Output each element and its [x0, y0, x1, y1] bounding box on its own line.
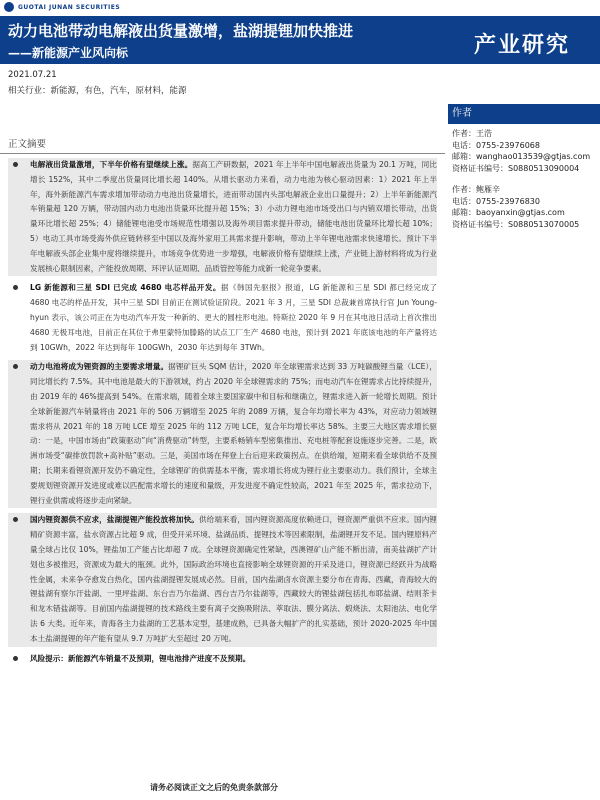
bullet-lead: 国内锂资源供不应求，盐湖提锂产能投放将加快。: [30, 515, 199, 525]
bullet-lead: LG 新能源和三星 SDI 已完成 4680 电芯样品开发。: [30, 283, 221, 293]
author-card: [448, 180, 600, 230]
author-card: [448, 124, 600, 174]
bullet-paragraph: [30, 652, 437, 667]
report-date: 2021.07.21: [8, 70, 57, 80]
summary-bullet: [8, 158, 437, 276]
author-name: 作者：鲍雁辛: [452, 185, 500, 194]
summary-heading: 正文摘要: [0, 138, 445, 154]
bullet-dot-icon: [13, 364, 18, 369]
summary-bullet: [8, 360, 437, 508]
related-industries: 相关行业：新能源，有色，汽车，原材料，能源: [8, 86, 187, 96]
disclaimer-notice: 请务必阅读正文之后的免责条款部分: [150, 783, 278, 792]
bullet-text: 据高工产研数据，2021 年上半年中国电解液出货量为 20.1 万吨，同比增长 152%，其中二季度出货量同比增长超 140%。从增长驱动力来看，动力电池为核心驱动因素：1）2021 年上半年，海外新能源汽车需求增加带动动力电池出货量增长，进而带动国内头部电解液企业出口量提升；2）上半年新能源汽车销量超 120 万辆，带动国内动力电池出货量环比提升超 15%；3）小动力锂电池市场受出口与内销双增长带动，出货量环比增长超 25%；4）储能锂电池受市场规范性增强以及海外项目需求提升带动，储能电池出货量环比增长超 10%；5）电动工具市场受海外供应链转移至中国以及海外家用工具需求提升影响，带动上半年锂电池需求快速增长。预计下半年电解液头部企业集中度将继续提升，市场竞争优势进一步增强，电解液价格有望继续上涨，产业链上游材料将成为行业发展核心限制因素，产能投放周期、环评认证周期、品质管控等能力成新一轮竞争要素。: [30, 160, 437, 273]
bullet-dot-icon: [13, 517, 18, 522]
author-phone: 电话：0755-23976068: [452, 140, 540, 150]
bullet-paragraph: [30, 513, 437, 646]
author-cert: 资格证书编号：S0880513070005: [452, 219, 580, 229]
bullet-dot-icon: [13, 162, 18, 167]
bullet-paragraph: [30, 360, 437, 508]
author-sidebar: [448, 104, 600, 230]
report-category: 产业研究: [473, 33, 570, 58]
bullet-text: 据锂矿巨头 SQM 估计，2020 年全球锂需求达到 33 万吨碳酸锂当量（LCE），同比增长约 7.5%。其中电池是最大的下游领域，约占 2020 年全球锂需求的 75%；而电动汽车在锂需求占比持续提升，由 2019 年的 46%提高到 54%。在需求端，随着全球主要国家碳中和目标和继确立，锂需求进入新一轮增长周期。预计全球新能源汽车销量将由 2021 年的 506 万辆增至 2025 年的 2089 万辆，复合年均增长率为 43%，对应动力领域锂需求将从 2021 年的 18 万吨 LCE 增至 2025 年的 112 万吨 LCE，复合年均增长率达 58%。主要三大地区需求增长驱动：一是，中国市场由“政策驱动”向“消费驱动”转型，主要系畅销车型密集推出、充电桩等配套设施逐步完善。二是，欧洲市场受“碳排放罚款+高补贴”驱动。三是，美国市场在拜登上台后迎来政策拐点。在供给端，短期来看全球供给不及预期；长期来看锂资源开发仍不确定性，全球锂矿的供需基本平衡，需求增长将成为锂行业主要驱动力。我们预计，全球主要规划锂资源开发进度或难以匹配需求增长的速度和量级，开发进度不确定性较高，2021 年至 2025 年，需求拉动下，锂行业供需或将逐步走向紧缺。: [30, 362, 438, 505]
author-name: 作者：王浩: [452, 129, 492, 138]
bullet-dot-icon: [13, 656, 18, 661]
bullet-paragraph: [30, 158, 437, 276]
summary-section: [0, 138, 445, 671]
brand-logo: [4, 0, 120, 14]
bullet-text: 供给端来看，国内锂资源高度依赖进口，锂资源严重供不应求。国内锂精矿资源丰富，盐水资源占比超 9 成，但受开采环境、盐湖品质、提锂技术等因素限制，盐湖锂开发不足。国内锂原料产量全球占比仅 10%，锂盐加工产能占比却超 7 成。全球锂资源确定性紧缺，西澳锂矿山产能不断出清，南美盐湖扩产计划也多被推迟，资源成为最大的瓶颈。此外，国际政治环境也直接影响全球锂资源的开采及进口，锂资源已经跃升为战略性金属，未来争夺愈发白热化，国内盐湖提锂发展成必然。目前，国内盐湖卤水资源主要分布在青海、西藏，青海较大的锂盐湖有察尔汗盐湖、一里坪盐湖、东台吉乃尔盐湖、西台吉乃尔盐湖等，西藏较大的锂盐湖包括扎布耶盐湖、结则茶卡和龙木错盐湖等。目前国内盐湖提锂的技术路线主要有离子交换吸附法、萃取法、膜分离法、煅烧法、太阳池法、电化学法 6 大类。近年来，青海各主力盐湖的工艺基本定型，基建成熟，已具备大幅扩产的扎实基础，预计 2020-2025 年中国本土盐湖提锂的年产能有望从 9.7 万吨扩大至超过 20 万吨。: [30, 515, 438, 643]
author-email[interactable]: 邮箱：baoyanxin@gtjas.com: [452, 208, 565, 217]
author-email[interactable]: 邮箱：wanghao013539@gtjas.com: [452, 152, 591, 161]
top-bar: [0, 0, 600, 14]
bullet-lead: 动力电池将成为锂资源的主要需求增量。: [30, 362, 169, 372]
summary-bullet: [8, 281, 437, 355]
report-header: [0, 16, 600, 64]
summary-bullet: [8, 513, 437, 646]
author-heading: 作者: [448, 104, 600, 124]
bullet-paragraph: [30, 281, 437, 355]
bullet-lead: 电解液出货量激增，下半年价格有望继续上涨。: [30, 160, 193, 169]
logo-text: GUOTAI JUNAN SECURITIES: [18, 3, 121, 11]
author-cert: 资格证书编号：S0880513090004: [452, 163, 580, 173]
logo-mark-icon: [4, 2, 14, 12]
summary-bullet: [8, 652, 437, 667]
report-title: 动力电池带动电解液出货量激增，盐湖提锂加快推进: [8, 22, 354, 40]
author-phone: 电话：0755-23976830: [452, 196, 540, 206]
bullet-lead: 风险提示：新能源汽车销量不及预期，锂电池排产进度不及预期。: [30, 653, 251, 663]
bullet-text: 据《韩国先驱报》报道，LG 新能源和三星 SDI 都已经完成了 4680 电芯的样品开发，其中三星 SDI 目前正在测试验证阶段。2021 年 3 月，三星 SDI 总裁兼首席执行官 Jun Young-hyun 表示，该公司正在为电动汽车开发一种新的、更大的圆柱形电池。特斯拉 2020 年 9 月在其电池日活动上首次推出 4680 无极耳电池，目前正在其位于弗里蒙特加滕路的试点工厂生产 4680 电池，预计到 2021 年底该电池的年产量将达到 10GWh，2022 年达到每年 100GWh，2030 年达到每年 3TWh。: [30, 283, 437, 352]
report-subtitle: ——新能源产业风向标: [8, 46, 129, 60]
bullet-dot-icon: [13, 285, 18, 290]
summary-bullets: [0, 154, 445, 666]
